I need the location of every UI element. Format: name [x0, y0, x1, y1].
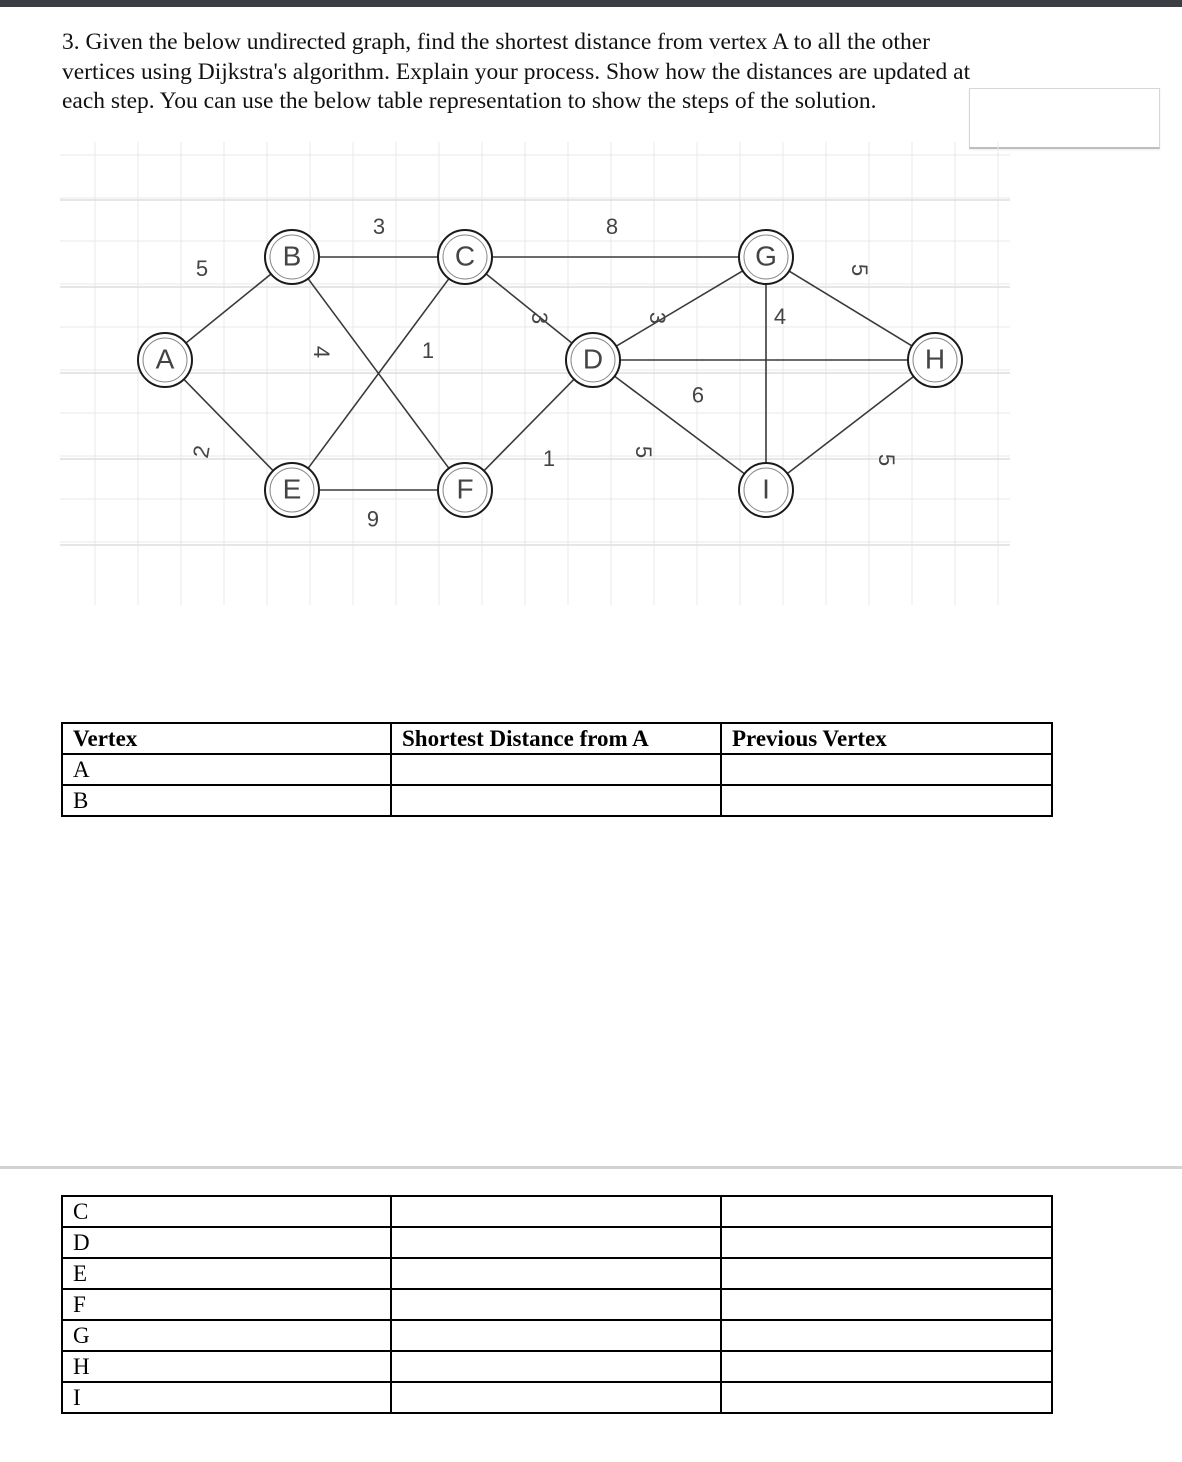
- edge-weight-label: 4: [309, 345, 335, 359]
- edge-weight-label: 4: [773, 303, 787, 329]
- distance-cell[interactable]: [391, 1320, 721, 1351]
- grid-background: [60, 142, 1010, 605]
- vertex-node-g: [739, 230, 793, 284]
- vertex-cell: C: [62, 1196, 391, 1227]
- vertex-cell: H: [62, 1351, 391, 1382]
- vertex-label: B: [282, 240, 302, 272]
- vertex-cell: D: [62, 1227, 391, 1258]
- vertex-cell: E: [62, 1258, 391, 1289]
- vertex-label: C: [454, 240, 476, 272]
- edge-weight-label: 3: [372, 213, 386, 239]
- header-distance: Shortest Distance from A: [391, 723, 721, 754]
- previous-cell[interactable]: [721, 1289, 1052, 1320]
- distance-table-page-2: [61, 1195, 1053, 1414]
- table-row: [62, 1382, 1052, 1413]
- vertex-node-d: [566, 333, 620, 387]
- table-row: [62, 1258, 1052, 1289]
- table-row: [62, 754, 1052, 785]
- previous-cell[interactable]: [721, 785, 1052, 816]
- distance-cell[interactable]: [391, 1258, 721, 1289]
- table-row: [62, 1289, 1052, 1320]
- distance-cell[interactable]: [391, 1289, 721, 1320]
- vertex-cell: B: [62, 785, 391, 816]
- vertex-node-f: [438, 463, 492, 517]
- previous-cell[interactable]: [721, 1196, 1052, 1227]
- distance-cell[interactable]: [391, 1227, 721, 1258]
- vertex-label: F: [456, 473, 474, 505]
- question-line-2: vertices using Dijkstra's algorithm. Explain your process. Show how the distances are updated at: [62, 58, 971, 85]
- vertex-label: D: [582, 343, 604, 375]
- vertex-cell: F: [62, 1289, 391, 1320]
- table-row: [62, 1320, 1052, 1351]
- vertex-cell: I: [62, 1382, 391, 1413]
- edge-weight-label: 5: [195, 255, 209, 281]
- question-line-3: each step. You can use the below table representation to show the steps of the solution.: [62, 88, 877, 114]
- edge-weight-label: 5: [631, 445, 657, 459]
- vertex-node-h: [908, 333, 962, 387]
- vertex-cell: A: [62, 754, 391, 785]
- edge-weight-label: 1: [421, 337, 435, 363]
- table-row: [62, 1351, 1052, 1382]
- vertex-label: H: [924, 343, 946, 375]
- question-line-1: 3. Given the below undirected graph, find the shortest distance from vertex A to all the other: [62, 29, 930, 55]
- edge-weight-label: 9: [691, 382, 705, 408]
- distance-table-page-1: [61, 722, 1053, 817]
- previous-cell[interactable]: [721, 1227, 1052, 1258]
- previous-cell[interactable]: [721, 1351, 1052, 1382]
- edge-weight-label: 8: [605, 213, 619, 239]
- edge-weight-label: 5: [874, 453, 900, 467]
- table-row: [62, 1227, 1052, 1258]
- vertex-label: E: [282, 473, 302, 505]
- distance-cell[interactable]: [391, 1351, 721, 1382]
- vertex-node-b: [265, 230, 319, 284]
- vertex-node-a: [138, 333, 192, 387]
- edge-d-f: [484, 379, 574, 471]
- header-previous: Previous Vertex: [721, 723, 1052, 754]
- page-divider: [0, 1166, 1182, 1169]
- table-row: [62, 785, 1052, 816]
- edge-d-g: [616, 271, 743, 346]
- table-header-row: [62, 723, 1052, 754]
- vertex-node-i: [739, 463, 793, 517]
- edge-weight-label: 1: [542, 445, 556, 471]
- previous-cell[interactable]: [721, 1382, 1052, 1413]
- edge-weight-label: 6: [366, 506, 380, 532]
- distance-cell[interactable]: [391, 1382, 721, 1413]
- distance-cell[interactable]: [391, 754, 721, 785]
- previous-cell[interactable]: [721, 754, 1052, 785]
- table-row: [62, 1196, 1052, 1227]
- vertex-node-c: [438, 230, 492, 284]
- distance-cell[interactable]: [391, 1196, 721, 1227]
- vertex-cell: G: [62, 1320, 391, 1351]
- top-bar: [0, 0, 1182, 7]
- previous-cell[interactable]: [721, 1258, 1052, 1289]
- graph-diagram: [0, 130, 1182, 610]
- edge-weight-label: 3: [527, 311, 553, 325]
- vertex-label: A: [155, 343, 175, 375]
- vertex-node-e: [265, 463, 319, 517]
- header-vertex: Vertex: [62, 723, 391, 754]
- edge-weight-label: 3: [645, 311, 671, 325]
- edge-weight-label: 5: [847, 263, 873, 277]
- vertex-label: G: [755, 240, 777, 272]
- distance-cell[interactable]: [391, 785, 721, 816]
- previous-cell[interactable]: [721, 1320, 1052, 1351]
- question-text: [62, 28, 1062, 117]
- edge-weight-label: 2: [187, 443, 215, 460]
- edge-g-h: [789, 271, 912, 346]
- vertex-label: I: [762, 473, 770, 505]
